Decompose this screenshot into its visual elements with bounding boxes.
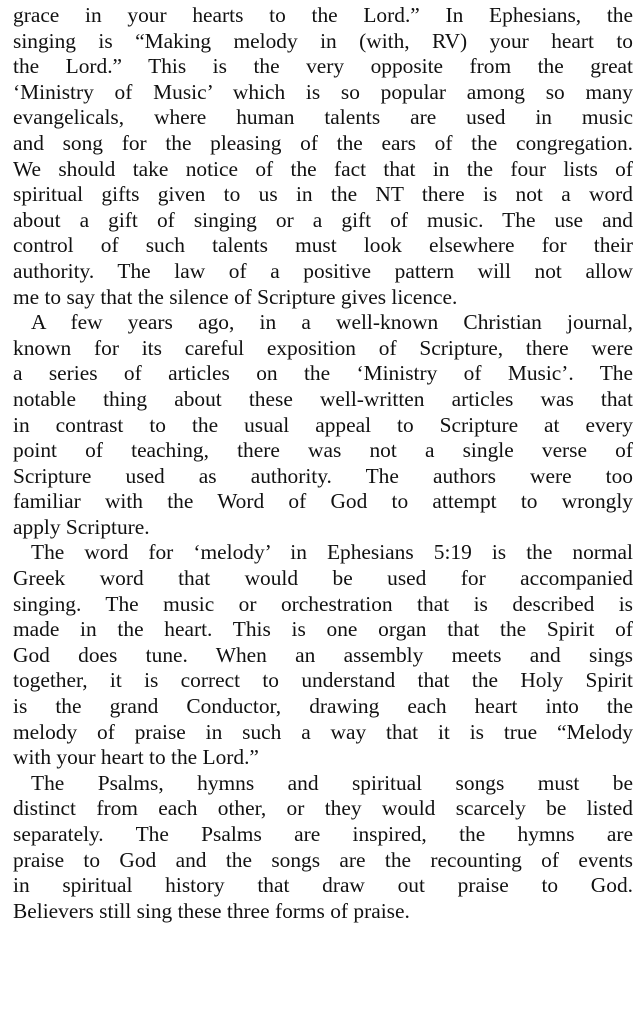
text-line: The Psalms, hymns and spiritual songs must be <box>31 770 633 795</box>
text-line: familiar with the Word of God to attempt to wrongly <box>13 489 633 514</box>
paragraph <box>13 3 633 310</box>
text-line: apply Scripture. <box>13 514 150 539</box>
text-line: about a gift of singing or a gift of music. The use and <box>13 207 633 232</box>
text-line: control of such talents must look elsewhere for their <box>13 233 633 258</box>
paragraph <box>13 310 633 540</box>
text-line: made in the heart. This is one organ that the Spirit of <box>13 617 633 642</box>
text-line: grace in your hearts to the Lord.” In Ephesians, the <box>13 3 633 27</box>
text-line: evangelicals, where human talents are used in music <box>13 105 633 130</box>
text-line: We should take notice of the fact that in the four lists of <box>13 156 633 181</box>
text-line: singing is “Making melody in (with, RV) your heart to <box>13 28 633 53</box>
text-line: authority. The law of a positive pattern will not allow <box>13 258 633 283</box>
text-line: A few years ago, in a well-known Christian journal, <box>31 310 633 335</box>
text-line: The word for ‘melody’ in Ephesians 5:19 is the normal <box>31 540 633 565</box>
text-line: with your heart to the Lord.” <box>13 745 259 770</box>
text-line: Greek word that would be used for accompanied <box>13 566 633 591</box>
text-line: the Lord.” This is the very opposite from the great <box>13 54 633 79</box>
text-line: notable thing about these well-written articles was that <box>13 386 633 411</box>
paragraph <box>13 540 633 770</box>
text-line: is the grand Conductor, drawing each heart into the <box>13 694 633 719</box>
text-line: singing. The music or orchestration that is described is <box>13 591 633 616</box>
text-line: spiritual gifts given to us in the NT there is not a word <box>13 182 633 207</box>
text-line: a series of articles on the ‘Ministry of Music’. The <box>13 361 633 386</box>
text-line: ‘Ministry of Music’ which is so popular among so many <box>13 79 633 104</box>
text-line: in contrast to the usual appeal to Scripture at every <box>13 412 633 437</box>
text-line: and song for the pleasing of the ears of the congregation. <box>13 130 633 155</box>
text-line: in spiritual history that draw out praise to God. <box>13 873 633 898</box>
paragraph <box>13 771 633 925</box>
text-line: together, it is correct to understand that the Holy Spirit <box>13 668 633 693</box>
text-line: Scripture used as authority. The authors were too <box>13 463 633 488</box>
text-line: Believers still sing these three forms of praise. <box>13 898 410 923</box>
text-line: known for its careful exposition of Scripture, there were <box>13 335 633 360</box>
body-text <box>13 3 633 924</box>
document-page <box>0 3 643 1027</box>
text-line: distinct from each other, or they would scarcely be listed <box>13 796 633 821</box>
text-line: separately. The Psalms are inspired, the hymns are <box>13 822 633 846</box>
text-line: praise to God and the songs are the recounting of events <box>13 847 633 872</box>
text-line: point of teaching, there was not a single verse of <box>13 438 633 463</box>
text-line: melody of praise in such a way that it is true “Melody <box>13 719 633 744</box>
text-line: me to say that the silence of Scripture gives licence. <box>13 284 458 309</box>
text-line: God does tune. When an assembly meets and sings <box>13 642 633 667</box>
